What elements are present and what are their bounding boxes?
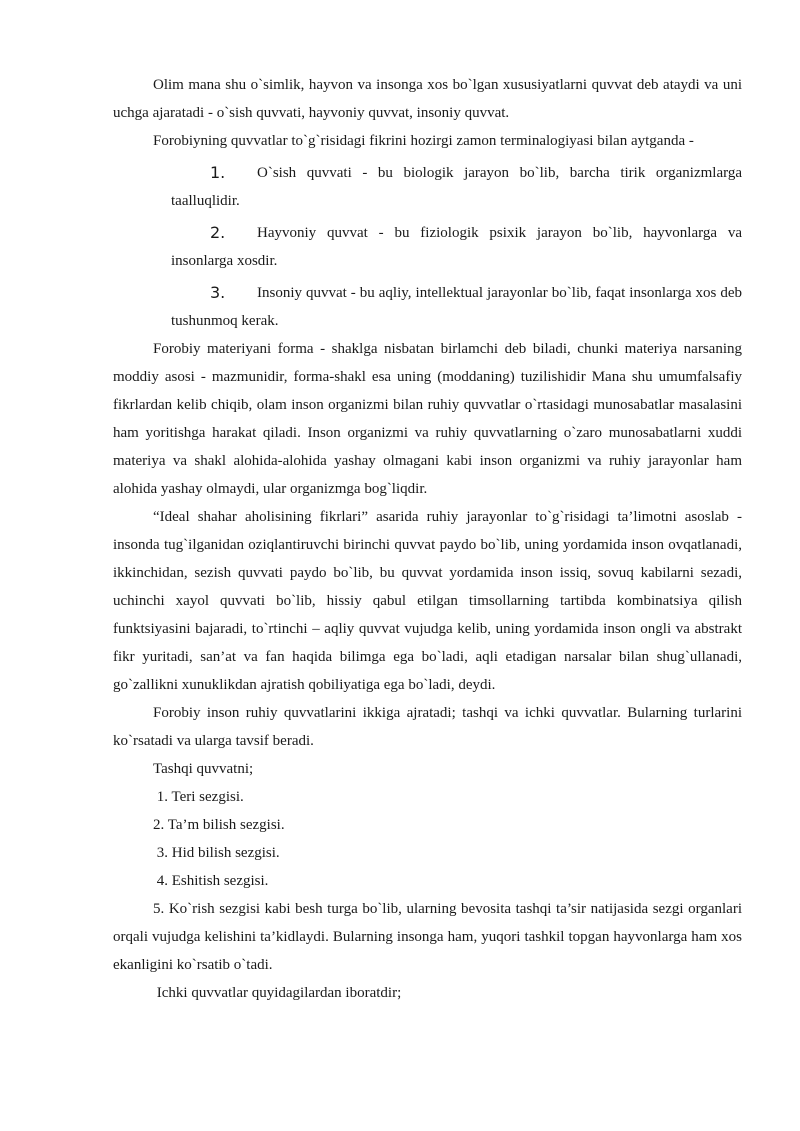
list-item: 2. Ta’m bilish sezgisi. [153,817,285,833]
paragraph: Forobiy inson ruhiy quvvatlarini ikkiga ajratadi; tashqi va ichki quvvatlar. Bularning turlarini ko`rsatadi va ularga tavsif beradi. [113,705,742,749]
item-text: Insoniy quvvat - bu aqliy, intellektual jarayonlar bo`lib, faqat insonlarga xos deb tushunmoq kerak. [171,285,742,329]
item-number: 3. [210,283,226,302]
paragraph: Forobiyning quvvatlar to`g`risidagi fikrini hozirgi zamon terminalogiyasi bilan aytganda - [153,133,694,149]
list-item: 3. Hid bilish sezgisi. [153,845,280,861]
page-body [113,71,742,1007]
list-item: 4. Eshitish sezgisi. [153,873,269,889]
paragraph: Ichki quvvatlar quyidagilardan iboratdir; [153,985,402,1001]
paragraph: “Ideal shahar aholisining fikrlari” asarida ruhiy jarayonlar to`g`risidagi ta’limotni asoslab - insonda tug`ilganidan oziqlantiruvchi birinchi quvvat paydo bo`lib, uning yordamida inson ovqatlanadi, ikkinchidan, sezish quvvati paydo bo`lib, bu quvvat yordamida inson issiq, sovuq kabilarni sezadi, uchinchi xayol quvvati bo`lib, hissiy qabul etilgan timsollarning tartibda kombinatsiya qilish funktsiyasini bajaradi, to`rtinchi – aqliy quvvat vujudga kelib, uning yordamida inson ongli va abstrakt fikr yuritadi, san’at va fan haqida bilimga ega bo`ladi, aqli etadigan narsalar bilan shug`ullanadi, go`zallikni xunuklikdan ajratish qobiliyatiga ega bo`ladi, deydi. [113,509,742,693]
numbered-item [113,159,742,215]
paragraph: Tashqi quvvatni; [153,761,254,777]
item-text: O`sish quvvati - bu biologik jarayon bo`lib, barcha tirik organizmlarga taalluqlidir. [171,165,742,209]
numbered-item [113,219,742,275]
numbered-item [113,279,742,335]
item-number: 2. [210,223,226,242]
list-item: 1. Teri sezgisi. [153,789,244,805]
item-text: Hayvoniy quvvat - bu fiziologik psixik jarayon bo`lib, hayvonlarga va insonlarga xosdir. [171,225,742,269]
paragraph: Forobiy materiyani forma - shaklga nisbatan birlamchi deb biladi, chunki materiya narsaning moddiy asosi - mazmunidir, forma-shakl esa uning (moddaning) tuzilishidir Mana shu umumfalsafiy fikrlardan kelib chiqib, olam inson organizmi bilan ruhiy quvvatlar o`rtasidagi munosabatlar masalasini ham yoritishga harakat qiladi. Inson organizmi va ruhiy quvvatlarning o`zaro munosabatlarni xuddi materiya va shakl alohida-alohida yashay olmagani kabi inson organizmi va ruhiy jarayonlar ham alohida yashay olmaydi, ular organizmga bog`liqdir. [113,341,742,497]
item-number: 1. [210,163,226,182]
paragraph: Olim mana shu o`simlik, hayvon va insonga xos bo`lgan xususiyatlarni quvvat deb ataydi va uni uchga ajaratadi - o`sish quvvati, hayvoniy quvvat, insoniy quvvat. [113,77,742,121]
paragraph: 5. Ko`rish sezgisi kabi besh turga bo`lib, ularning bevosita tashqi ta’sir natijasida sezgi organlari orqali vujudga kelishini ta’kidlaydi. Bularning insonga ham, yuqori tashkil topgan hayvonlarga ham xos ekanligini ko`rsatib o`tadi. [113,901,742,973]
